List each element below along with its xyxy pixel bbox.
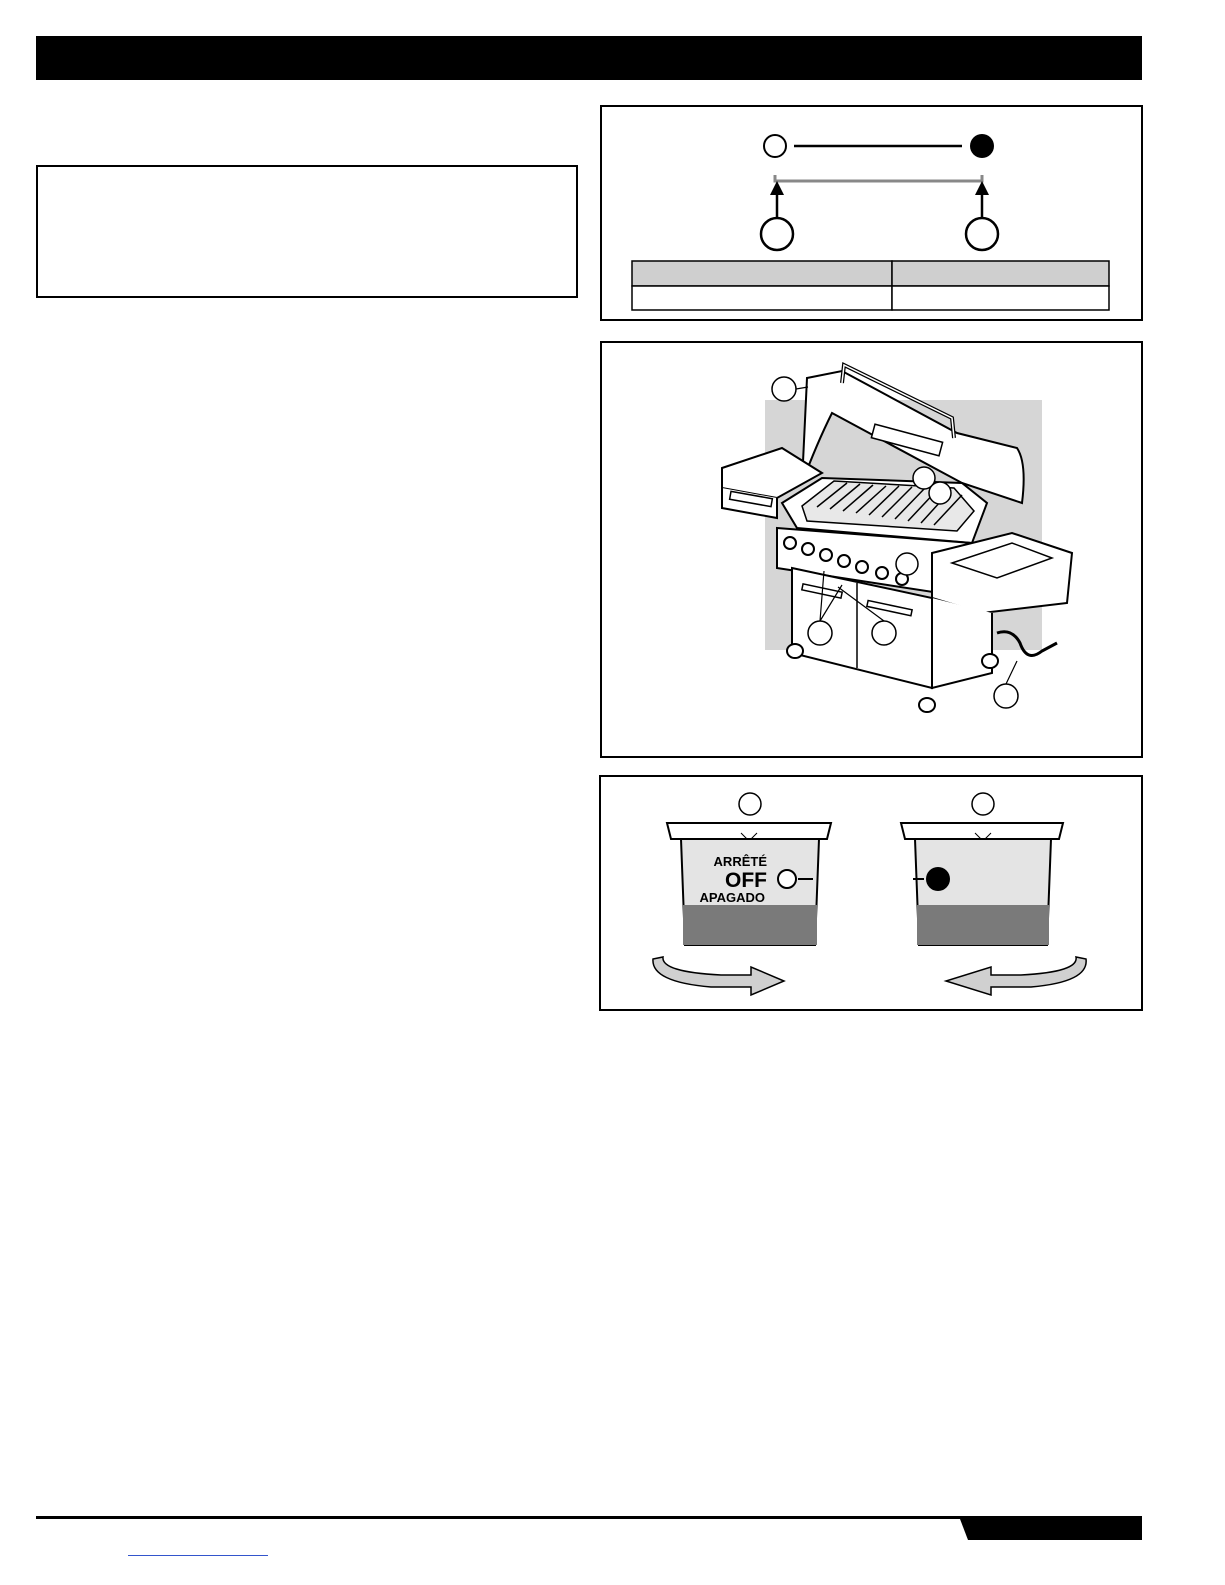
filled-circle-icon-on — [926, 867, 950, 891]
bracket-line — [775, 175, 982, 181]
filled-circle-icon — [970, 134, 994, 158]
open-circle-icon-off — [778, 870, 796, 888]
rotate-clockwise-arrow-icon — [653, 957, 784, 995]
arrow-up-icon-2 — [975, 181, 989, 195]
grill-panel — [600, 341, 1143, 758]
symbol-table-header-right — [892, 261, 1109, 286]
knob-label-en: OFF — [725, 869, 767, 892]
symbol-table-cell-right — [892, 286, 1109, 310]
knob-label-fr: ARRÊTÉ — [713, 854, 767, 869]
footer-link-underline[interactable] — [128, 1555, 268, 1556]
knob-band-right — [917, 905, 1049, 945]
callout-knob-left — [739, 793, 761, 815]
callout-circle-b — [966, 218, 998, 250]
symbols-panel — [600, 105, 1143, 321]
knob-label-es: APAGADO — [699, 890, 765, 905]
knob-band-left — [683, 905, 817, 945]
knob-positions-panel — [599, 775, 1143, 1011]
footer-rule — [36, 1516, 1142, 1519]
open-circle-icon — [764, 135, 786, 157]
callout-knob-right — [972, 793, 994, 815]
symbol-table-header-left — [632, 261, 892, 286]
callout-circle-a — [761, 218, 793, 250]
rotate-counterclockwise-arrow-icon — [946, 957, 1086, 995]
gas-grill-illustration — [602, 343, 1145, 760]
control-knob-icon-2 — [901, 823, 1063, 945]
symbol-table-cell-left — [632, 286, 892, 310]
header-bar — [36, 36, 1142, 80]
page-number-tab — [960, 1519, 1142, 1540]
arrow-up-icon — [770, 181, 784, 195]
warning-box — [36, 165, 578, 298]
